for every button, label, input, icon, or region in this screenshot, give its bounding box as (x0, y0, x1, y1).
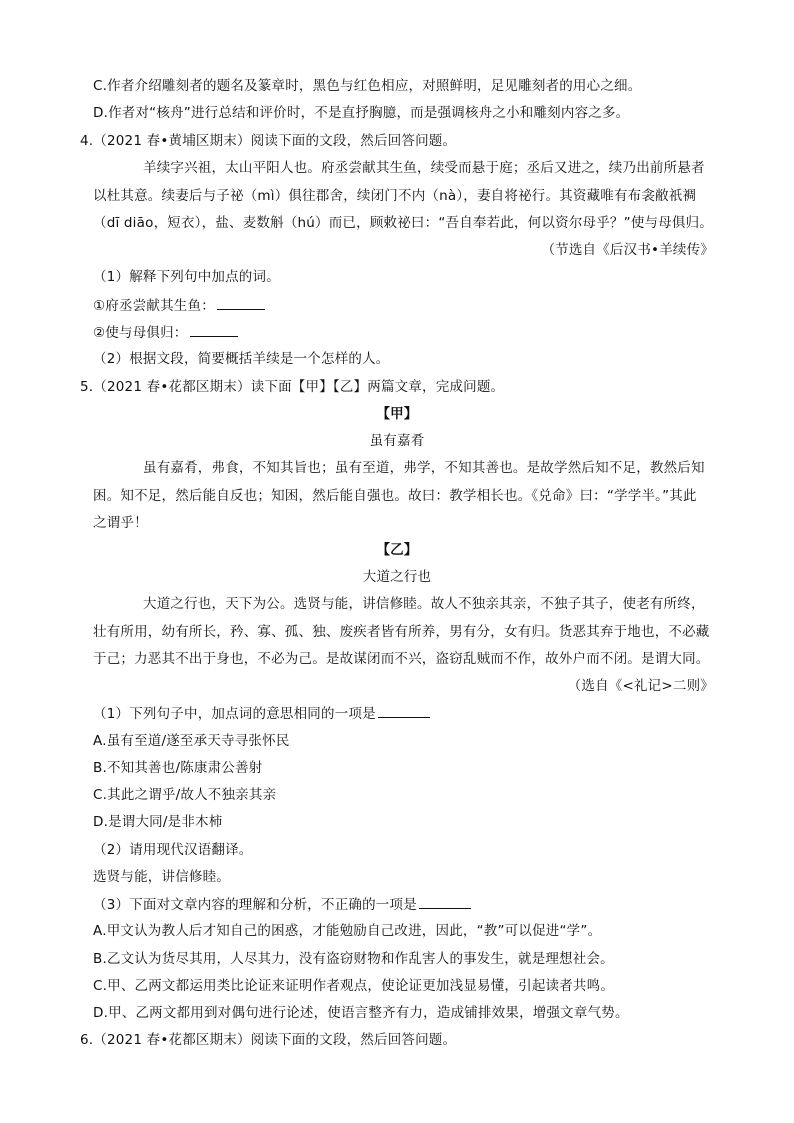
passage-4-line-2: 以杜其意。续妻后与子祕（mì）俱往郡舍，续闭门不内（nà），妻自将祕行。其资藏唯有布衾敝祇裯 (93, 188, 697, 204)
passage-jia-line-3: 之谓乎！ (93, 515, 148, 531)
q4-sub1: （1）解释下列句中加点的词。 (93, 269, 280, 285)
q5-sub1-option-a: A.虽有至道/遂至承天寺寻张怀民 (93, 733, 290, 749)
q5-sub3-option-d: D.甲、乙两文都用到对偶句进行论述，使语言整齐有力，造成铺排效果，增强文章气势。 (93, 1005, 629, 1021)
passage-4-source: （节选自《后汉书•羊续传》 (541, 242, 714, 258)
q5-sub3-option-a: A.甲文认为教人后才知自己的困惑，才能勉励自己改进，因此，“教”可以促进“学”。 (93, 923, 602, 939)
passage-yi-source: （选自《<礼记>二则》 (567, 678, 714, 694)
section-yi-label: 【乙】 (376, 542, 418, 558)
q4-sub1-item2-text: ②使与母俱归： (93, 325, 188, 341)
passage-jia-line-2: 困。知不足，然后能自反也；知困，然后能自强也。故曰：教学相长也。《兑命》曰：“学学半。”其此 (93, 488, 697, 504)
passage-jia-line-1: 虽有嘉肴，弗食，不知其旨也；虽有至道，弗学，不知其善也。是故学然后知不足，教然后知 (143, 460, 705, 476)
passage-yi-title: 大道之行也 (362, 569, 432, 585)
passage-yi-line-1: 大道之行也，天下为公。选贤与能，讲信修睦。故人不独亲其亲，不独子其子，使老有所终， (143, 596, 705, 612)
question-6-header: 6.（2021 春•花都区期末）阅读下面的文段，然后回答问题。 (80, 1032, 457, 1048)
passage-4-line-3: （dī diāo，短衣），盐、麦数斛（hú）而已，顾敕祕曰：“吾自奉若此，何以资尔母乎？”使与母俱归。 (93, 215, 714, 231)
q5-sub1 (93, 703, 430, 724)
answer-blank[interactable] (378, 703, 430, 718)
q4-sub1-item1 (93, 295, 265, 316)
passage-4-line-1: 羊续字兴祖，太山平阳人也。府丞尝献其生鱼，续受而悬于庭；丞后又进之，续乃出前所悬者 (143, 160, 705, 176)
q5-sub1-option-b: B.不知其善也/陈康肃公善射 (93, 760, 263, 776)
q5-sub1-option-c: C.其此之谓乎/故人不独亲其亲 (93, 787, 277, 803)
q5-sub3-option-b: B.乙文认为货尽其用，人尽其力，没有盗窃财物和作乱害人的事发生，就是理想社会。 (93, 951, 614, 967)
option-c-prev: C.作者介绍雕刻者的题名及篆章时，黑色与红色相应，对照鲜明，足见雕刻者的用心之细。 (93, 78, 642, 94)
q5-sub2-sentence: 选贤与能，讲信修睦。 (93, 869, 230, 885)
passage-yi-line-2: 壮有所用，幼有所长，矜、寡、孤、独、废疾者皆有所养，男有分，女有归。货恶其弃于地也，不必藏 (93, 624, 710, 640)
q4-sub1-item2 (93, 322, 238, 343)
q5-sub3-text: （3）下面对文章内容的理解和分析，不正确的一项是 (93, 897, 417, 913)
question-5-header: 5.（2021 春•花都区期末）读下面【甲】【乙】两篇文章，完成问题。 (80, 379, 505, 395)
q4-sub1-item1-text: ①府丞尝献其生鱼： (93, 298, 215, 314)
q5-sub1-option-d: D.是谓大同/是非木柿 (93, 814, 223, 830)
section-jia-label: 【甲】 (376, 406, 418, 422)
passage-yi-line-3: 于己；力恶其不出于身也，不必为己。是故谋闭而不兴，盗窃乱贼而不作，故外户而不闭。是谓大同。 (93, 651, 710, 667)
answer-blank[interactable] (217, 295, 265, 310)
question-4-header: 4.（2021 春•黄埔区期末）阅读下面的文段，然后回答问题。 (80, 133, 457, 149)
answer-blank[interactable] (190, 322, 238, 337)
q5-sub3 (93, 894, 471, 915)
q5-sub2: （2）请用现代汉语翻译。 (93, 842, 253, 858)
q4-sub2: （2）根据文段，简要概括羊续是一个怎样的人。 (93, 351, 390, 367)
answer-blank[interactable] (419, 894, 471, 909)
q5-sub3-option-c: C.甲、乙两文都运用类比论证来证明作者观点，使论证更加浅显易懂，引起读者共鸣。 (93, 978, 615, 994)
passage-jia-title: 虽有嘉肴 (369, 433, 425, 449)
option-d-prev: D.作者对“核舟”进行总结和评价时，不是直抒胸臆，而是强调核舟之小和雕刻内容之多。 (93, 105, 630, 121)
q5-sub1-text: （1）下列句子中，加点词的意思相同的一项是 (93, 706, 376, 722)
